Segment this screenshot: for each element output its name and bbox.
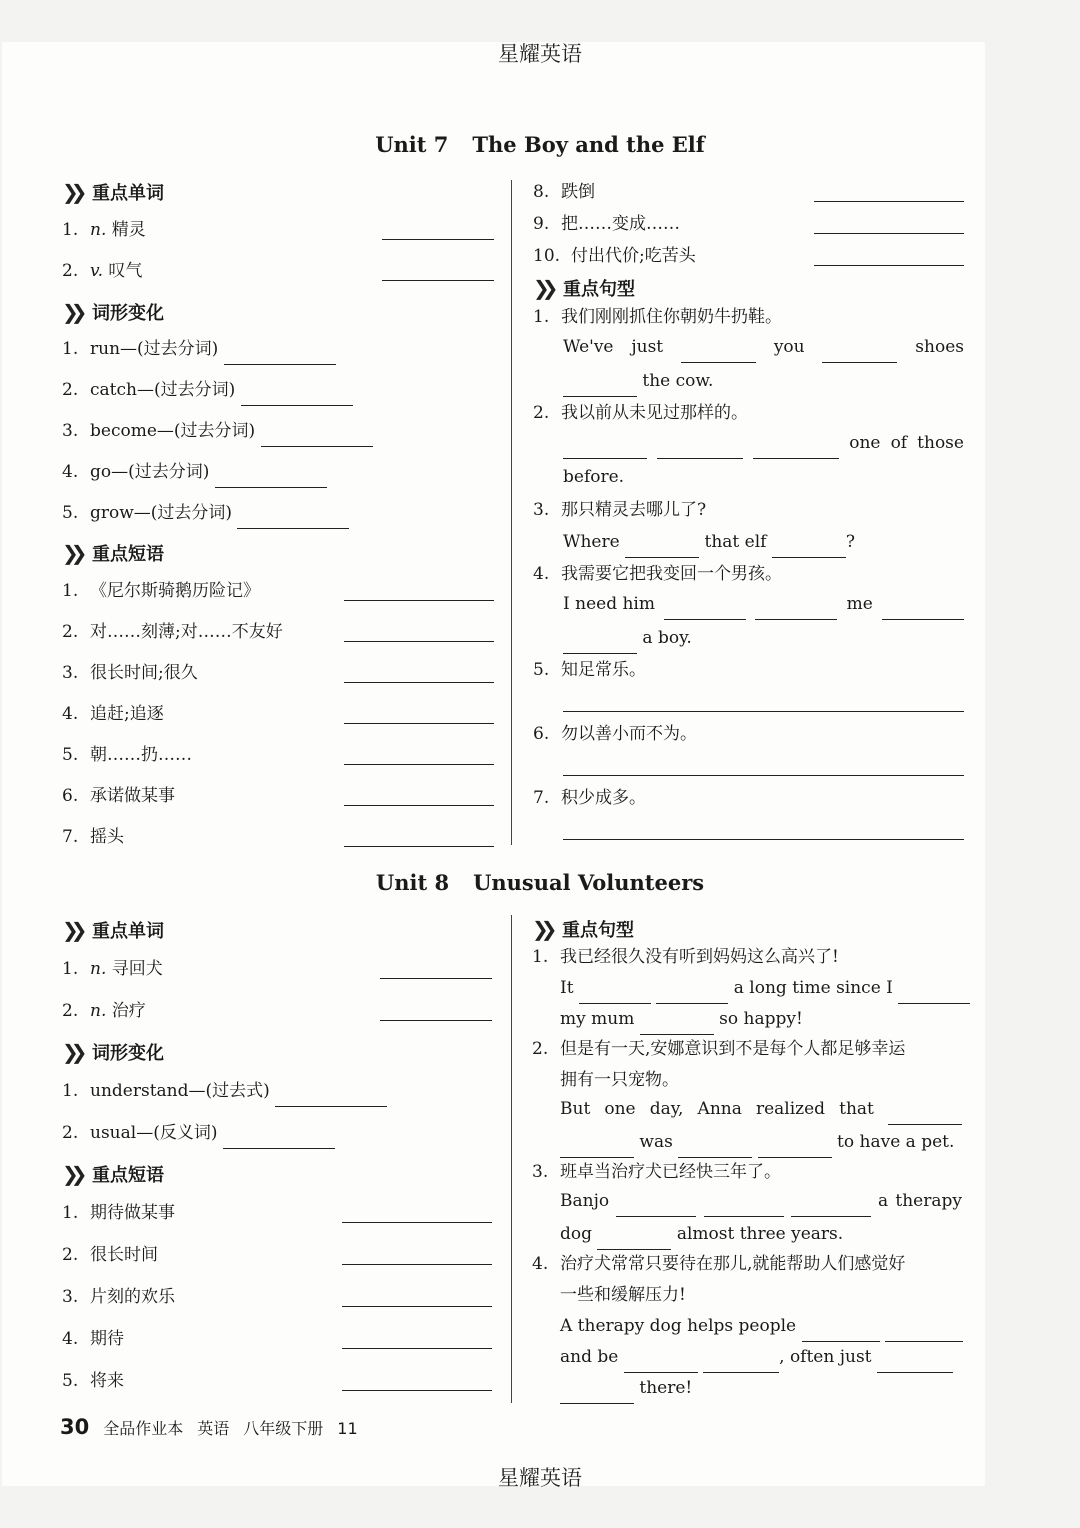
answer-blank[interactable] — [703, 1350, 779, 1373]
unit8-sentence-2-line1: But one day, Anna realized that — [560, 1095, 962, 1125]
unit8-phrase-3: 3. 片刻的欢乐 — [62, 1281, 492, 1313]
unit8-sentence-4-cn-cont: 一些和缓解压力! — [560, 1285, 686, 1305]
chevron-right-icon: ❯❯ — [62, 918, 80, 942]
answer-blank[interactable] — [563, 436, 647, 459]
unit7-sentence-4-line1: I need him me — [563, 590, 964, 620]
chevron-right-icon: ❯❯ — [533, 276, 551, 300]
unit8-form-1: 1. understand—(过去式) — [62, 1075, 492, 1107]
answer-blank[interactable] — [624, 1350, 698, 1373]
answer-blank[interactable] — [753, 436, 839, 459]
unit7-sentences-heading: ❯❯ 重点句型 — [533, 272, 964, 304]
answer-blank[interactable] — [224, 342, 336, 365]
answer-blank[interactable] — [814, 265, 964, 266]
unit7-number: Unit 7 — [375, 132, 449, 157]
unit7-phrase-3: 3. 很长时间;很久 — [62, 657, 494, 689]
unit7-phrase-8: 8. 跌倒 — [533, 176, 964, 208]
unit8-sentence-1-cn: 1. 我已经很久没有听到妈妈这么高兴了! — [532, 947, 839, 967]
answer-blank[interactable] — [772, 535, 846, 558]
answer-blank[interactable] — [342, 1222, 492, 1223]
answer-blank[interactable] — [382, 239, 494, 240]
unit7-phrase-7: 7. 摇头 — [62, 821, 494, 853]
unit7-phrases-heading: ❯❯ 重点短语 — [62, 537, 494, 569]
answer-blank[interactable] — [791, 1194, 871, 1217]
unit8-column-divider — [511, 915, 512, 1403]
chevron-right-icon: ❯❯ — [62, 1162, 80, 1186]
unit8-sentence-2-cn-cont: 拥有一只宠物。 — [560, 1070, 679, 1090]
unit8-sentence-1-line1: It a long time since I — [560, 972, 962, 1004]
watermark-bottom: 星耀英语 — [498, 1466, 582, 1490]
page-footer — [60, 1413, 372, 1443]
unit8-phrase-4: 4. 期待 — [62, 1323, 492, 1355]
unit7-form-1: 1. run—(过去分词) — [62, 333, 494, 365]
unit7-phrase-9: 9. 把……变成…… — [533, 208, 964, 240]
unit8-sentence-4-line3: there! — [560, 1372, 962, 1404]
answer-blank[interactable] — [342, 1390, 492, 1391]
answer-blank[interactable] — [678, 1135, 752, 1158]
unit7-form-5: 5. grow—(过去分词) — [62, 497, 494, 529]
unit8-phrase-5: 5. 将来 — [62, 1365, 492, 1397]
answer-blank[interactable] — [241, 383, 353, 406]
answer-blank[interactable] — [344, 600, 494, 601]
answer-blank[interactable] — [681, 340, 756, 363]
unit8-sentences-heading: ❯❯ 重点句型 — [532, 913, 962, 945]
unit7-sentence-1-line1: We've just you shoes — [563, 333, 964, 363]
unit8-number: Unit 8 — [375, 870, 450, 895]
chevron-right-icon: ❯❯ — [62, 1040, 80, 1064]
unit8-form-2: 2. usual—(反义词) — [62, 1117, 492, 1149]
unit7-word-2: 2. v. 叹气 — [62, 255, 494, 287]
answer-blank[interactable] — [563, 775, 964, 776]
unit8-sentence-3-line1: Banjo a therapy — [560, 1187, 962, 1217]
unit8-sentence-4-line1: A therapy dog helps people — [560, 1310, 962, 1342]
page-number: 30 — [60, 1415, 90, 1439]
unit7-form-3: 3. become—(过去分词) — [62, 415, 494, 447]
unit7-word-1: 1. n. 精灵 — [62, 214, 494, 246]
unit7-phrase-5: 5. 朝……扔…… — [62, 739, 494, 771]
answer-blank[interactable] — [275, 1084, 387, 1107]
answer-blank[interactable] — [344, 641, 494, 642]
unit7-sentence-2-line1: one of those — [563, 429, 964, 459]
answer-blank[interactable] — [563, 374, 637, 397]
unit7-sentence-3-line1: Where that elf ? — [563, 526, 964, 558]
watermark-top: 星耀英语 — [498, 42, 582, 66]
answer-blank[interactable] — [342, 1306, 492, 1307]
unit7-form-2: 2. catch—(过去分词) — [62, 374, 494, 406]
unit8-phrases-heading: ❯❯ 重点短语 — [62, 1158, 492, 1190]
unit7-form-4: 4. go—(过去分词) — [62, 456, 494, 488]
unit7-sentence-6-answer-line — [563, 750, 964, 782]
answer-blank[interactable] — [755, 597, 837, 620]
grade: 八年级下册 — [243, 1419, 324, 1438]
unit7-sentence-4-line2: a boy. — [563, 622, 964, 654]
answer-blank[interactable] — [625, 535, 699, 558]
unit8-sentence-1-line2: my mum so happy! — [560, 1003, 962, 1035]
book-name: 全品作业本 — [103, 1419, 184, 1438]
answer-blank[interactable] — [822, 340, 897, 363]
chevron-right-icon: ❯❯ — [62, 541, 80, 565]
unit8-phrase-2: 2. 很长时间 — [62, 1239, 492, 1271]
answer-blank[interactable] — [344, 846, 494, 847]
unit7-sentence-2-line2: before. — [563, 467, 625, 487]
answer-blank[interactable] — [802, 1319, 880, 1342]
unit7-title — [0, 132, 1080, 157]
answer-blank[interactable] — [882, 597, 964, 620]
answer-blank[interactable] — [563, 711, 964, 712]
answer-blank[interactable] — [563, 631, 637, 654]
unit7-sentence-1-line2: the cow. — [563, 365, 964, 397]
unit7-sentence-4-cn: 4. 我需要它把我变回一个男孩。 — [533, 564, 782, 584]
unit8-forms-heading: ❯❯ 词形变化 — [62, 1036, 492, 1068]
unit7-sentence-2-cn: 2. 我以前从未见过那样的。 — [533, 403, 748, 423]
answer-blank[interactable] — [640, 1012, 714, 1035]
unit8-word-1: 1. n. 寻回犬 — [62, 953, 492, 985]
unit8-sentence-3-line2: dog almost three years. — [560, 1218, 962, 1250]
answer-blank[interactable] — [579, 981, 651, 1004]
answer-blank[interactable] — [597, 1227, 671, 1250]
unit7-sentence-1-cn: 1. 我们刚刚抓住你朝奶牛扔鞋。 — [533, 307, 782, 327]
answer-blank[interactable] — [342, 1264, 492, 1265]
answer-blank[interactable] — [380, 1020, 492, 1021]
answer-blank[interactable] — [380, 978, 492, 979]
unit7-sentence-3-cn: 3. 那只精灵去哪儿了? — [533, 500, 707, 520]
unit7-phrase-2: 2. 对……刻薄;对……不友好 — [62, 616, 494, 648]
unit7-sentence-7-answer-line — [563, 814, 964, 846]
unit8-sentence-3-cn: 3. 班卓当治疗犬已经快三年了。 — [532, 1162, 781, 1182]
unit7-phrase-6: 6. 承诺做某事 — [62, 780, 494, 812]
chevron-right-icon: ❯❯ — [62, 300, 80, 324]
unit7-name: The Boy and the Elf — [472, 132, 705, 157]
unit7-sentence-5-answer-line — [563, 686, 964, 718]
unit7-sentence-6-cn: 6. 勿以善小而不为。 — [533, 724, 697, 744]
unit8-name: Unusual Volunteers — [473, 870, 705, 895]
answer-blank[interactable] — [342, 1348, 492, 1349]
chevron-right-icon: ❯❯ — [532, 917, 550, 941]
subject: 英语 — [197, 1419, 230, 1438]
unit7-phrase-1: 1. 《尼尔斯骑鹅历险记》 — [62, 575, 494, 607]
answer-blank[interactable] — [877, 1350, 953, 1373]
unit7-words-heading: ❯❯ 重点单词 — [62, 176, 494, 208]
answer-blank[interactable] — [656, 981, 728, 1004]
answer-blank[interactable] — [888, 1102, 962, 1125]
answer-blank[interactable] — [885, 1319, 963, 1342]
answer-blank[interactable] — [704, 1194, 784, 1217]
answer-blank[interactable] — [758, 1135, 832, 1158]
unit8-sentence-2-line2: was to have a pet. — [560, 1126, 962, 1158]
answer-blank[interactable] — [560, 1135, 634, 1158]
answer-blank[interactable] — [344, 805, 494, 806]
unit7-forms-heading: ❯❯ 词形变化 — [62, 296, 494, 328]
unit8-title — [0, 870, 1080, 895]
answer-blank[interactable] — [664, 597, 746, 620]
unit7-sentence-7-cn: 7. 积少成多。 — [533, 788, 646, 808]
answer-blank[interactable] — [344, 682, 494, 683]
unit7-sentence-5-cn: 5. 知足常乐。 — [533, 660, 646, 680]
answer-blank[interactable] — [382, 280, 494, 281]
answer-blank[interactable] — [215, 465, 327, 488]
answer-blank[interactable] — [261, 424, 373, 447]
unit8-sentence-2-cn: 2. 但是有一天,安娜意识到不是每个人都足够幸运 — [532, 1039, 906, 1059]
unit7-phrase-10: 10. 付出代价;吃苦头 — [533, 240, 964, 272]
answer-blank[interactable] — [560, 1381, 634, 1404]
unit7-column-divider — [511, 180, 512, 845]
chevron-right-icon: ❯❯ — [62, 180, 80, 204]
answer-blank[interactable] — [344, 723, 494, 724]
answer-blank[interactable] — [814, 201, 964, 202]
answer-blank[interactable] — [563, 839, 964, 840]
unit8-words-heading: ❯❯ 重点单词 — [62, 914, 492, 946]
unit8-word-2: 2. n. 治疗 — [62, 995, 492, 1027]
answer-blank[interactable] — [344, 764, 494, 765]
answer-blank[interactable] — [223, 1126, 335, 1149]
answer-blank[interactable] — [237, 506, 349, 529]
code: 11 — [337, 1419, 358, 1438]
answer-blank[interactable] — [616, 1194, 696, 1217]
answer-blank[interactable] — [814, 233, 964, 234]
answer-blank[interactable] — [898, 981, 970, 1004]
unit8-phrase-1: 1. 期待做某事 — [62, 1197, 492, 1229]
unit7-phrase-4: 4. 追赶;追逐 — [62, 698, 494, 730]
answer-blank[interactable] — [657, 436, 743, 459]
unit8-sentence-4-line2: and be , often just — [560, 1341, 962, 1373]
unit8-sentence-4-cn: 4. 治疗犬常常只要待在那儿,就能帮助人们感觉好 — [532, 1254, 906, 1274]
